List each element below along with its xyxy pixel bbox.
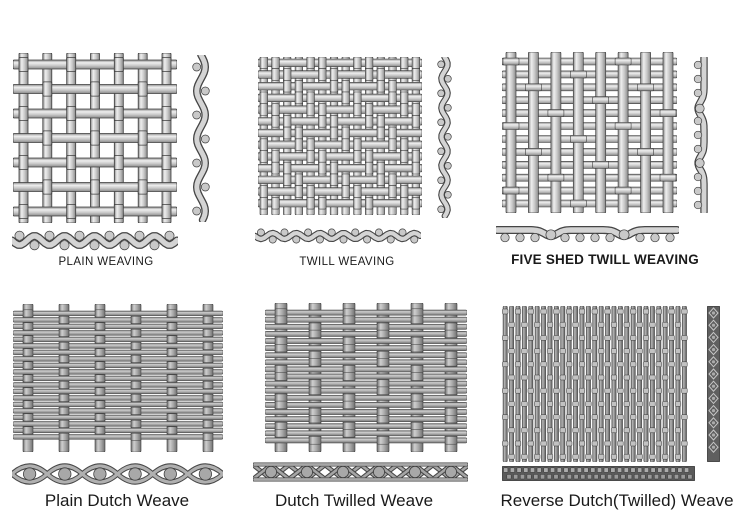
plain-dutch-mesh: [13, 304, 223, 452]
plain-dutch-label: Plain Dutch Weave: [44, 491, 190, 510]
plain-weaving-bottom-profile: [12, 229, 178, 252]
plain-weaving-side-profile: [191, 55, 211, 222]
five-shed-twill-label: FIVE SHED TWILL WEAVING: [511, 252, 699, 267]
plain-weaving-mesh: [13, 53, 177, 223]
plain-dutch-bottom-profile: [12, 462, 223, 486]
five-shed-twill-side-profile: [692, 57, 711, 213]
plain-weaving-label: PLAIN WEAVING: [58, 256, 154, 268]
five-shed-twill-bottom-profile: [496, 223, 679, 245]
reverse-dutch-label: Reverse Dutch(Twilled) Weave: [500, 491, 734, 510]
twill-weaving-mesh: [258, 57, 422, 215]
dutch-twilled-bottom-profile: [253, 462, 468, 482]
reverse-dutch-bottom-profile: [502, 466, 695, 481]
reverse-dutch-mesh: [502, 306, 693, 462]
reverse-dutch-side-profile: [707, 306, 720, 462]
twill-weaving-side-profile: [436, 57, 453, 218]
dutch-twilled-label: Dutch Twilled Weave: [274, 491, 434, 510]
twill-weaving-label: TWILL WEAVING: [299, 256, 395, 268]
twill-weaving-bottom-profile: [255, 227, 421, 245]
dutch-twilled-mesh: [265, 303, 467, 452]
five-shed-twill-mesh: [502, 52, 677, 213]
